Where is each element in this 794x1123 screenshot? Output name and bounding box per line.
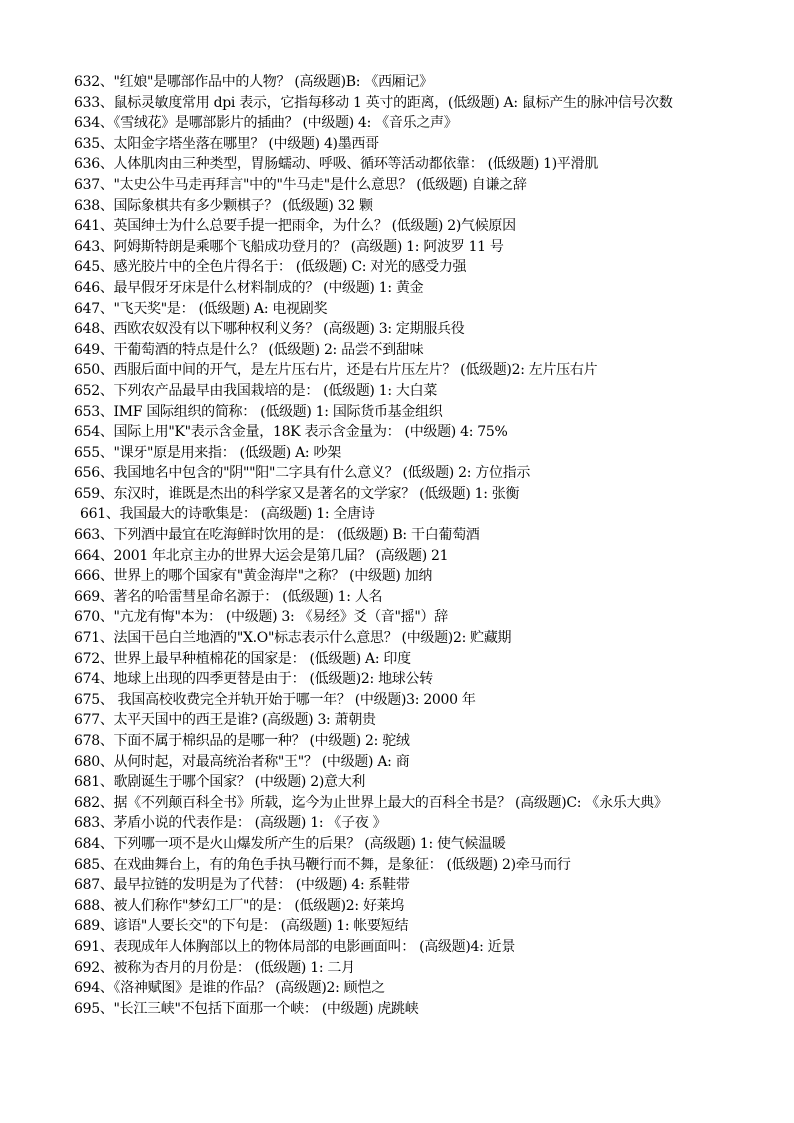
question-line: 659、东汉时，谁既是杰出的科学家又是著名的文学家？ (低级题) 1: 张衡 [74, 485, 520, 502]
question-line: 675、 我国高校收费完全并轨开始于哪一年？ (中级题)3: 2000 年 [74, 691, 476, 708]
question-line: 648、西欧农奴没有以下哪种权利义务？ (高级题) 3: 定期服兵役 [74, 321, 465, 338]
question-line: 670、"亢龙有悔"本为： (中级题) 3: 《易经》爻（音"摇"）辞 [74, 609, 448, 626]
question-line: 681、歌剧诞生于哪个国家？ (中级题) 2)意大利 [74, 774, 366, 791]
question-line: 672、世界上最早种植棉花的国家是： (低级题) A: 印度 [74, 650, 411, 667]
question-line: 653、IMF 国际组织的简称： (低级题) 1: 国际货币基金组织 [74, 403, 443, 420]
question-line: 674、地球上出现的四季更替是由于： (低级题)2: 地球公转 [74, 671, 433, 688]
question-line: 682、据《不列颠百科全书》所载，迄今为止世界上最大的百科全书是？ (高级题)C: 《永乐大典》 [74, 794, 668, 811]
question-line: 695、"长江三峡"不包括下面那一个峡： (中级题) 虎跳峡 [74, 1000, 419, 1017]
question-line: 632、"红娘"是哪部作品中的人物？ (高级题)B: 《西厢记》 [74, 74, 433, 90]
question-line: 666、世界上的哪个国家有"黄金海岸"之称？ (中级题) 加纳 [74, 568, 433, 585]
question-line: 633、鼠标灵敏度常用 dpi 表示，它指每移动 1 英寸的距离，(低级题) A: 鼠标产生的脉冲信号次数 [74, 94, 673, 111]
question-line: 684、下列哪一项不是火山爆发所产生的后果？ (高级题) 1: 使气候温暖 [74, 835, 506, 852]
question-line: 652、下列农产品最早由我国栽培的是： (低级题) 1: 大白菜 [74, 382, 438, 399]
question-line: 664、2001 年北京主办的世界大运会是第几届？ (高级题) 21 [74, 547, 449, 564]
question-line: 692、被称为杏月的月份是： (低级题) 1: 二月 [74, 959, 355, 976]
question-line: 654、国际上用"K"表示含金量，18K 表示含金量为： (中级题) 4: 75% [74, 424, 508, 441]
question-line: 645、感光胶片中的全色片得名于： (低级题) C: 对光的感受力强 [74, 259, 467, 276]
question-line: 683、茅盾小说的代表作是： (高级题) 1: 《子夜 》 [74, 815, 387, 832]
question-line: 641、英国绅士为什么总要手提一把雨伞，为什么？ (低级题) 2)气候原因 [74, 218, 516, 235]
question-line: 646、最早假牙牙床是什么材料制成的？ (中级题) 1: 黄金 [74, 279, 424, 296]
question-line: 638、国际象棋共有多少颗棋子？ (低级题) 32 颗 [74, 197, 373, 214]
question-line: 688、被人们称作"梦幻工厂"的是： (低级题)2: 好莱坞 [74, 897, 405, 914]
question-line: 680、从何时起，对最高统治者称"王"？ (中级题) A: 商 [74, 753, 410, 770]
question-line: 685、在戏曲舞台上，有的角色手执马鞭行而不舞，是象征： (低级题) 2)牵马而行 [74, 856, 571, 873]
question-line: 691、表现成年人体胸部以上的物体局部的电影画面叫： (高级题)4: 近景 [74, 938, 516, 955]
question-line: 634、《雪绒花》是哪部影片的插曲？ (中级题) 4: 《音乐之声》 [74, 115, 458, 132]
question-line: 649、干葡萄酒的特点是什么？ (低级题) 2: 品尝不到甜味 [74, 341, 424, 358]
question-line: 635、太阳金字塔坐落在哪里？ (中级题) 4)墨西哥 [74, 135, 379, 152]
question-line: 636、人体肌肉由三种类型，胃肠蠕动、呼吸、循环等活动都依靠： (低级题) 1)平滑肌 [74, 156, 599, 173]
question-line: 678、下面不属于棉织品的是哪一种？ (中级题) 2: 驼绒 [74, 733, 410, 749]
question-line: 687、最早拉链的发明是为了代替： (中级题) 4: 系鞋带 [74, 877, 410, 894]
question-line: 677、太平天国中的西王是谁? (高级题) 3: 萧朝贵 [74, 712, 376, 729]
question-line: 694、《洛神赋图》是谁的作品？ (高级题)2: 顾恺之 [74, 980, 385, 997]
question-line: 650、西服后面中间的开气，是左片压右片，还是右片压左片？ (低级题)2: 左片压右片 [74, 362, 598, 379]
question-line: 671、法国干邑白兰地酒的"X.O"标志表示什么意思？ (中级题)2: 贮藏期 [74, 630, 512, 647]
question-line: 663、下列酒中最宜在吃海鲜时饮用的是： (低级题) B: 干白葡萄酒 [74, 527, 480, 544]
question-line: 689、谚语"人要长交"的下句是： (高级题) 1: 帐要短结 [74, 918, 409, 935]
question-line: 656、我国地名中包含的"阴""阳"二字具有什么意义？ (低级题) 2: 方位指示 [74, 465, 531, 482]
question-line: 643、阿姆斯特朗是乘哪个飞船成功登月的？ (高级题) 1: 阿波罗 11 号 [74, 238, 504, 255]
question-line: 647、"飞天奖"是： (低级题) A: 电视剧奖 [74, 300, 328, 317]
question-line: 661、我国最大的诗歌集是： (高级题) 1: 全唐诗 [80, 506, 375, 523]
question-line: 669、著名的哈雷彗星命名源于： (低级题) 1: 人名 [74, 588, 383, 605]
question-list [74, 72, 774, 1019]
question-line: 637、"太史公牛马走再拜言"中的"牛马走"是什么意思？ (低级题) 自谦之辞 [74, 176, 527, 193]
question-line: 655、"课牙"原是用来指： (低级题) A: 吵架 [74, 444, 341, 461]
